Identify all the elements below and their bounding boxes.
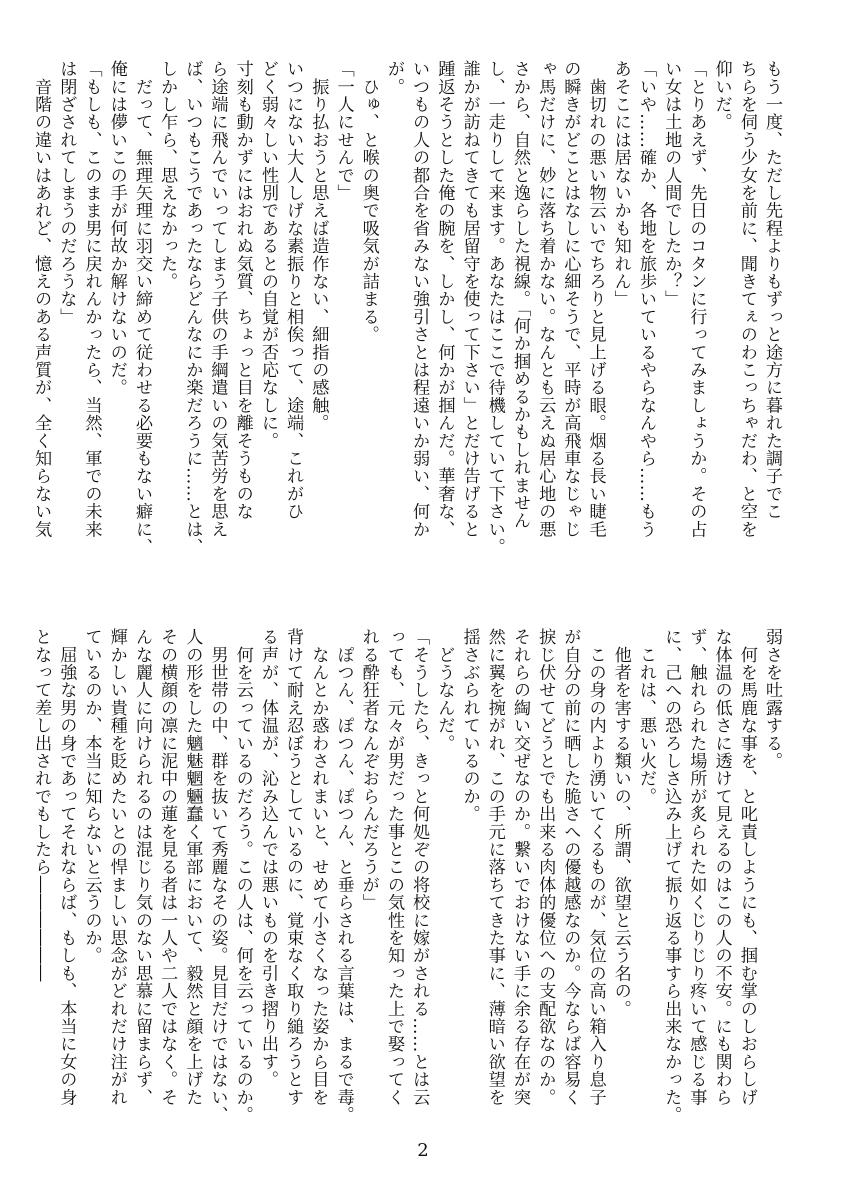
text-line: 仰いだ。 [711,60,732,131]
text-line: 踵返そうとした俺の腕を、しかし、何かが掴んだ。華奢な、 [434,60,455,538]
text-line: 背けて耐え忍ぼうとしているのに、覚束なく取り縋ろうとす [283,628,304,1106]
text-line: る声が、体温が、沁み込んでは悪いものを引き摺り出す。 [257,628,278,1089]
text-line: 寸刻も動かずにはおれぬ気質、ちょっと目を離そうものな [232,60,253,521]
text-line: い女は土地の人間でしたか？」 [661,60,682,308]
text-line: となって差し出されでもしたら―――――― [31,628,52,982]
text-line: 「とりあえず、先日のコタンに行ってみましょうか。その占 [686,60,707,538]
text-line: が自分の前に晒した脆さへの優越感なのか。今ならば容易く [560,628,581,1106]
text-line: もう一度、ただし先程よりもずっと途方に暮れた調子でこ [762,60,782,521]
text-line: どうなんだ。 [434,628,455,752]
text-line: いつもの人の都合を省みない強引さとは程遠いか弱い、何か [409,60,430,538]
text-line: ひゅ、と喉の奥で吸気が詰まる。 [358,60,379,344]
text-line: 弱さを吐露する。 [762,628,782,770]
text-line: 俺には儚いこの手が何故か解けないのだ。 [106,60,127,397]
text-line: れる酔狂者なんぞおらんだろうが」 [358,628,379,912]
text-line: っても、元々が男だった事とこの気性を知った上で娶ってく [383,628,404,1106]
text-line: 輝かしい貴種を貶めたいとの悍ましい思念がどれだけ注がれ [106,628,127,1106]
text-line: ゃ馬だけに、妙に落ち着かない。なんとも云えぬ居心地の悪 [535,60,556,538]
text-line: 「一人にせんで」 [333,60,354,202]
text-line: しかし乍ら、思えなかった。 [157,60,178,291]
text-line: これは、悪い火だ。 [635,628,656,805]
text-line: さから、自然と逸らした視線。「何か掴めるかもしれません [509,60,530,530]
text-line: 他者を害する類いの、所謂、欲望と云う名の。 [610,628,631,1018]
text-line: 歯切れの悪い物云いでちろりと見上げる眼。烟る長い睫毛 [585,60,606,538]
text-line: ば、いつもこうであったならどんなにか楽だろうに……とは、 [182,60,203,556]
text-column-top [28,60,784,580]
text-line: 人の形をした魑魅魍魎蠢く軍部において、毅然と顔を上げた [182,628,203,1106]
text-line: いつにない大人しげな素振りと相俟って、途端、これがひ [283,60,304,521]
text-line: に、己への恐ろしさ込み上げて振り返る事すら出来なかった。 [661,628,682,1124]
text-line: それらの綯い交ぜなのか。繋いでおけない手に余る存在が突 [509,628,530,1106]
text-line: 屈強な男の身であってそれならば、もしも、本当に女の身 [56,628,77,1106]
text-line: どく弱々しい性別であるとの自覚が否応なしに。 [257,60,278,450]
text-line: の瞬きがどことはなしに心細そうで、平時が高飛車なじゃじ [560,60,581,538]
text-line: 揺さぶられているのか。 [459,628,480,823]
text-line: 「そうしたら、きっと何処ぞの将校に嫁がされる……とは云 [409,628,430,1106]
text-line: 音階の違いはあれど、憶えのある声質が、全く知らない気 [31,60,52,538]
text-line: なんとか惑わされまいと、せめて小さくなった姿から目を [308,628,329,1106]
text-line: 何を云っているのだろう。この人は、何を云っているのか。 [232,628,253,1124]
text-line: この身の内より湧いてくるものが、気位の高い箱入り息子 [585,628,606,1106]
text-line: ているのか、本当に知らないと云うのか。 [81,628,102,965]
text-line: し、一走りして来ます。あなたはここで待機していて下さい。 [484,60,505,556]
page-number: 2 [417,1140,429,1161]
text-line: は閉ざされてしまうのだろうな」 [56,60,77,326]
text-line: 何を馬鹿な事を、と叱責しようにも、掴む掌のしおらしげ [736,628,757,1106]
text-line: 振り払おうと思えば造作ない、細指の感触。 [308,60,329,432]
text-line: ら途端に飛んでいってしまう子供の手綱遣いの気苦労を思え [207,60,228,538]
text-line: あそこには居ないかも知れん」 [610,60,631,308]
text-line: んな麗人に向けられるのは混じり気のない思慕に留まらず、 [131,628,152,1106]
text-line: 「もしも、このまま男に戻れんかったら、当然、軍での未来 [81,60,102,538]
text-line: 「いや……確か、各地を旅歩いているやらなんやら……もう [635,60,656,538]
text-line: が。 [383,60,404,96]
text-column-bottom [28,628,784,1148]
text-line: だって、無理矢理に羽交い締めて従わせる必要もない癖に、 [131,60,152,556]
text-line: 捩じ伏せてどうとでも出来る肉体的優位への支配欲なのか。 [535,628,556,1106]
text-line: ちらを伺う少女を前に、聞きてぇのわこっちゃだわ、と空を [736,60,757,538]
text-line: ぽつん、ぽつん、ぽつん、と垂らされる言葉は、まるで毒。 [333,628,354,1124]
text-line: 然に翼を捥がれ、この手元に落ちてきた事に、薄暗い欲望を [484,628,505,1106]
text-line: 男世帯の中、群を抜いて秀麗なその姿。見目だけではない、 [207,628,228,1124]
text-line: ず、触れられた場所が炙られた如くじりじり疼いて感じる事 [686,628,707,1106]
text-line: な体温の低さに透けて見えるのはこの人の不安。にも関わら [711,628,732,1106]
text-line: 誰かが訪ねてきても居留守を使って下さい」とだけ告げると [459,60,480,538]
text-line: その横顔の凛に泥中の蓮を見る者は一人や二人ではなく。そ [157,628,178,1106]
